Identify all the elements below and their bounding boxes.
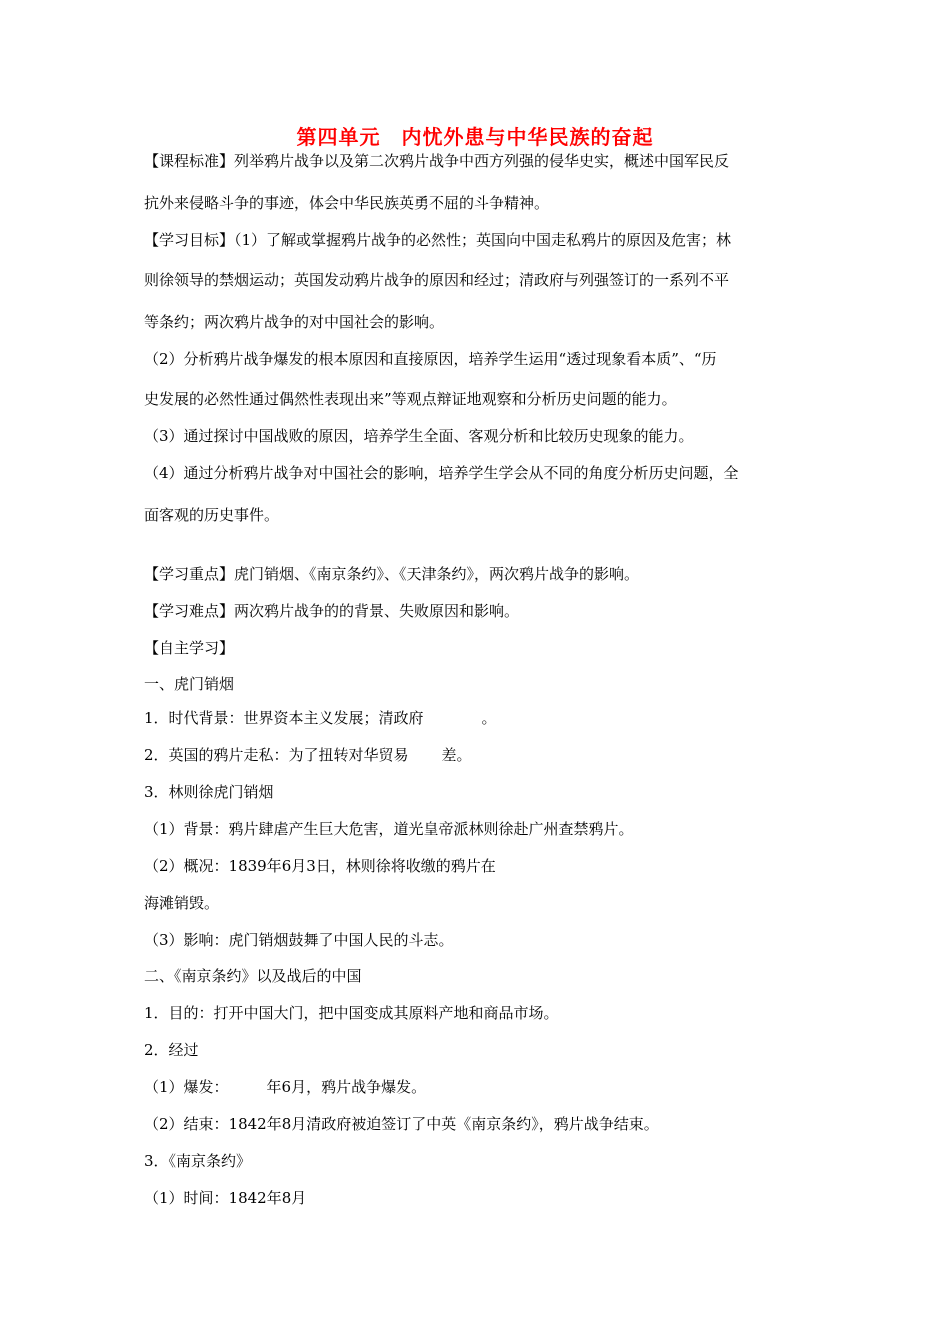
humen-overview-line: （2）概况：1839年6月3日，林则徐将收缴的鸦片在 bbox=[144, 857, 496, 875]
humen-background-line: （1）背景：鸦片肆虐产生巨大危害，道光皇帝派林则徐赴广州查禁鸦片。 bbox=[144, 820, 634, 838]
learning-goal-line-7: （4）通过分析鸦片战争对中国社会的影响，培养学生学会从不同的角度分析历史问题，全 bbox=[144, 464, 739, 482]
humen-impact-line: （3）影响：虎门销烟鼓舞了中国人民的斗志。 bbox=[144, 931, 454, 949]
learning-goal-line-2: 则徐领导的禁烟运动；英国发动鸦片战争的原因和经过；清政府与列强签订的一系列不平 bbox=[144, 271, 730, 289]
learning-goal-line-1: 【学习目标】（1）了解或掌握鸦片战争的必然性；英国向中国走私鸦片的原因及危害；林 bbox=[144, 231, 732, 249]
learning-goal-line-6: （3）通过探讨中国战败的原因，培养学生全面、客观分析和比较历史现象的能力。 bbox=[144, 427, 694, 445]
self-study-heading: 【自主学习】 bbox=[144, 639, 235, 657]
section-heading-2: 二、《南京条约》以及战后的中国 bbox=[144, 967, 362, 985]
learning-goal-line-3: 等条约；两次鸦片战争的对中国社会的影响。 bbox=[144, 313, 445, 331]
outbreak-line bbox=[144, 1077, 426, 1097]
course-standard-line-2: 抗外来侵略斗争的事迹，体会中华民族英勇不屈的斗争精神。 bbox=[144, 194, 550, 212]
learning-goal-line-4: （2）分析鸦片战争爆发的根本原因和直接原因，培养学生运用“透过现象看本质”、“历 bbox=[144, 350, 717, 368]
treaty-heading: 3．《南京条约》 bbox=[144, 1152, 252, 1170]
fill-line-smuggling-text: 2．英国的鸦片走私：为了扭转对华贸易 bbox=[144, 746, 409, 764]
course-standard-line-1: 【课程标准】列举鸦片战争以及第二次鸦片战争中西方列强的侵华史实，概述中国军民反 bbox=[144, 152, 730, 170]
subheading-humen: 3．林则徐虎门销烟 bbox=[144, 783, 274, 801]
learning-goal-line-8: 面客观的历史事件。 bbox=[144, 506, 280, 524]
key-points-line: 【学习重点】虎门销烟、《南京条约》、《天津条约》，两次鸦片战争的影响。 bbox=[144, 565, 640, 583]
end-line: （2）结束：1842年8月清政府被迫签订了中英《南京条约》，鸦片战争结束。 bbox=[144, 1115, 659, 1133]
fill-line-background-end: 。 bbox=[481, 709, 497, 727]
fill-line-background bbox=[144, 708, 497, 728]
difficult-points-line: 【学习难点】两次鸦片战争的的背景、失败原因和影响。 bbox=[144, 602, 520, 620]
purpose-line: 1．目的：打开中国大门，把中国变成其原料产地和商品市场。 bbox=[144, 1004, 559, 1022]
treaty-time-line: （1）时间：1842年8月 bbox=[144, 1189, 307, 1207]
outbreak-text: 年6月，鸦片战争爆发。 bbox=[266, 1078, 427, 1096]
process-heading: 2．经过 bbox=[144, 1041, 199, 1059]
page-title: 第四单元 内忧外患与中华民族的奋起 bbox=[296, 125, 654, 149]
fill-line-background-text: 1．时代背景：世界资本主义发展；清政府 bbox=[144, 709, 424, 727]
section-heading-1: 一、虎门销烟 bbox=[144, 675, 235, 693]
learning-goal-line-5: 史发展的必然性通过偶然性表现出来”等观点辩证地观察和分析历史问题的能力。 bbox=[144, 390, 677, 408]
fill-line-smuggling-end: 差。 bbox=[441, 746, 472, 764]
humen-overview-line-2: 海滩销毁。 bbox=[144, 894, 220, 912]
fill-line-smuggling bbox=[144, 745, 472, 765]
outbreak-label: （1）爆发： bbox=[144, 1078, 229, 1096]
